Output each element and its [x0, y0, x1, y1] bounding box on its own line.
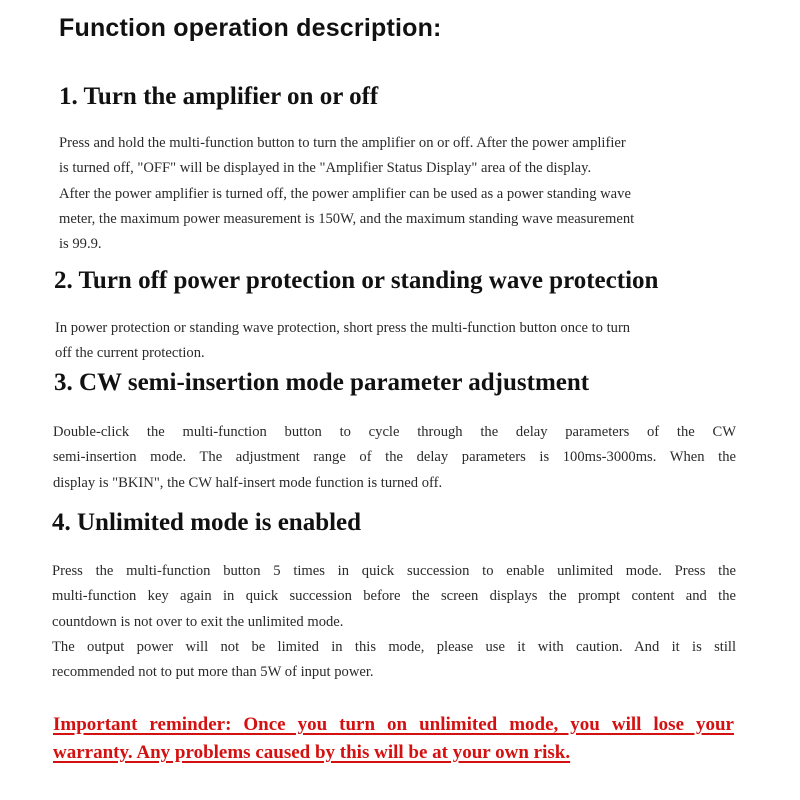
section-2-heading: 2. Turn off power protection or standing wave protection: [54, 267, 659, 294]
section-4-line-1: Press the multi-function button 5 times in quick succession to enable unlimited mode. Press the: [52, 563, 736, 579]
section-1-line-5: is 99.9.: [59, 236, 102, 253]
section-1-line-4: meter, the maximum power measurement is 150W, and the maximum standing wave measurement: [59, 210, 635, 227]
section-4-body: [52, 559, 736, 685]
warning-line-1: Important reminder: Once you turn on unlimited mode, you will lose your: [53, 714, 734, 735]
warning-line-2: warranty. Any problems caused by this will be at your own risk.: [53, 742, 571, 763]
section-4-line-4: The output power will not be limited in this mode, please use it with caution. And it is still: [52, 638, 736, 655]
section-1-line-2: is turned off, "OFF" will be displayed in the "Amplifier Status Display" area of the display.: [59, 160, 592, 177]
section-2-body: [55, 316, 739, 367]
section-3-line-3: display is "BKIN", the CW half-insert mode function is turned off.: [53, 474, 443, 491]
section-4-line-2: multi-function key again in quick succession before the screen displays the prompt content and the: [52, 588, 736, 605]
important-reminder: [53, 711, 734, 767]
section-3-body: [53, 420, 736, 496]
section-3-line-2: semi-insertion mode. The adjustment range of the delay parameters is 100ms-3000ms. When the: [53, 449, 736, 466]
section-4-line-3: countdown is not over to exit the unlimited mode.: [52, 613, 344, 630]
section-3-line-1: Double-click the multi-function button to cycle through the delay parameters of the CW: [53, 424, 736, 440]
section-1-body: [59, 131, 743, 257]
section-1-line-1: Press and hold the multi-function button to turn the amplifier on or off. After the power amplifier: [59, 135, 626, 151]
document-title: Function operation description:: [59, 14, 442, 42]
section-4-heading: 4. Unlimited mode is enabled: [52, 509, 362, 536]
section-4-line-5: recommended not to put more than 5W of input power.: [52, 664, 374, 681]
section-2-line-2: off the current protection.: [55, 345, 205, 362]
section-3-heading: 3. CW semi-insertion mode parameter adjustment: [54, 369, 590, 396]
section-1-heading: 1. Turn the amplifier on or off: [59, 83, 379, 110]
section-2-line-1: In power protection or standing wave protection, short press the multi-function button once to turn: [55, 320, 631, 336]
section-1-line-3: After the power amplifier is turned off, the power amplifier can be used as a power standing wave: [59, 185, 631, 202]
